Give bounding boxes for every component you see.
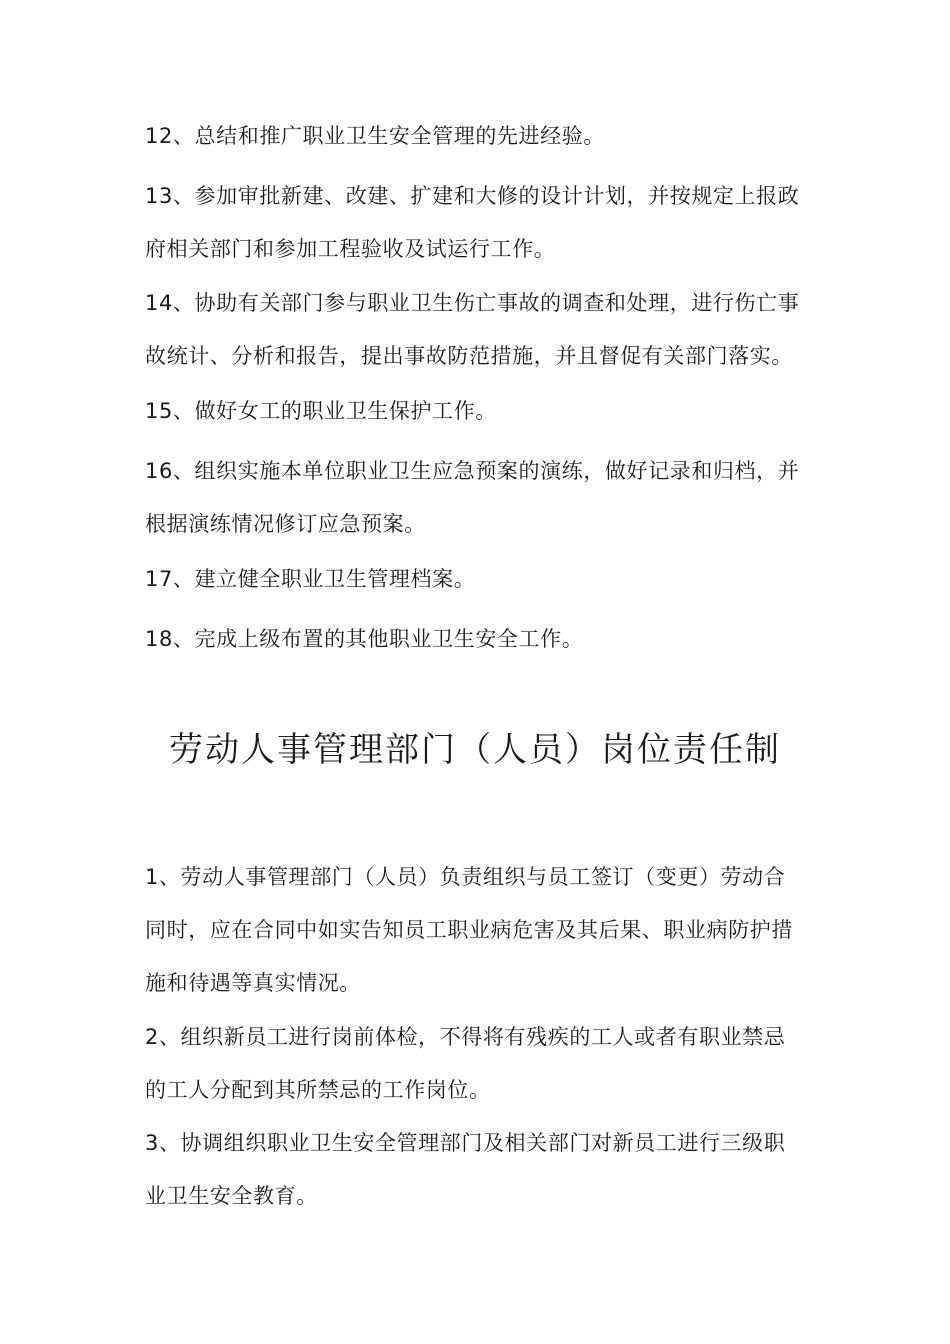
item-16 xyxy=(145,445,813,551)
item-line: 14、协助有关部门参与职业卫生伤亡事故的调查和处理，进行伤亡事 xyxy=(145,291,800,315)
item-line: 1、劳动人事管理部门（人员）负责组织与员工签订（变更）劳动合 xyxy=(145,865,786,889)
item-12 xyxy=(145,110,813,163)
item-18 xyxy=(145,613,813,666)
item-13 xyxy=(145,170,813,276)
item-line: 12、总结和推广职业卫生安全管理的先进经验。 xyxy=(145,124,605,148)
item-line: 同时，应在合同中如实告知员工职业病危害及其后果、职业病防护措 xyxy=(145,918,793,942)
item-3 xyxy=(145,1117,813,1223)
item-line: 18、完成上级布置的其他职业卫生安全工作。 xyxy=(145,627,584,651)
item-line: 根据演练情况修订应急预案。 xyxy=(145,512,426,536)
item-line: 17、建立健全职业卫生管理档案。 xyxy=(145,567,476,591)
item-14 xyxy=(145,277,813,383)
item-line: 故统计、分析和报告，提出事故防范措施，并且督促有关部门落实。 xyxy=(145,344,793,368)
item-line: 13、参加审批新建、改建、扩建和大修的设计计划，并按规定上报政 xyxy=(145,184,800,208)
item-17 xyxy=(145,553,813,606)
section-title: 劳动人事管理部门（人员）岗位责任制 xyxy=(169,730,781,770)
item-2 xyxy=(145,1011,813,1117)
item-1 xyxy=(145,851,813,1010)
item-15 xyxy=(145,385,813,438)
item-line: 业卫生安全教育。 xyxy=(145,1184,318,1208)
item-line: 施和待遇等真实情况。 xyxy=(145,971,361,995)
item-line: 16、组织实施本单位职业卫生应急预案的演练，做好记录和归档，并 xyxy=(145,459,800,483)
item-line: 府相关部门和参加工程验收及试运行工作。 xyxy=(145,237,556,261)
item-line: 3、协调组织职业卫生安全管理部门及相关部门对新员工进行三级职 xyxy=(145,1131,786,1155)
item-line: 的工人分配到其所禁忌的工作岗位。 xyxy=(145,1078,491,1102)
item-line: 2、组织新员工进行岗前体检，不得将有残疾的工人或者有职业禁忌 xyxy=(145,1025,786,1049)
item-line: 15、做好女工的职业卫生保护工作。 xyxy=(145,399,497,423)
